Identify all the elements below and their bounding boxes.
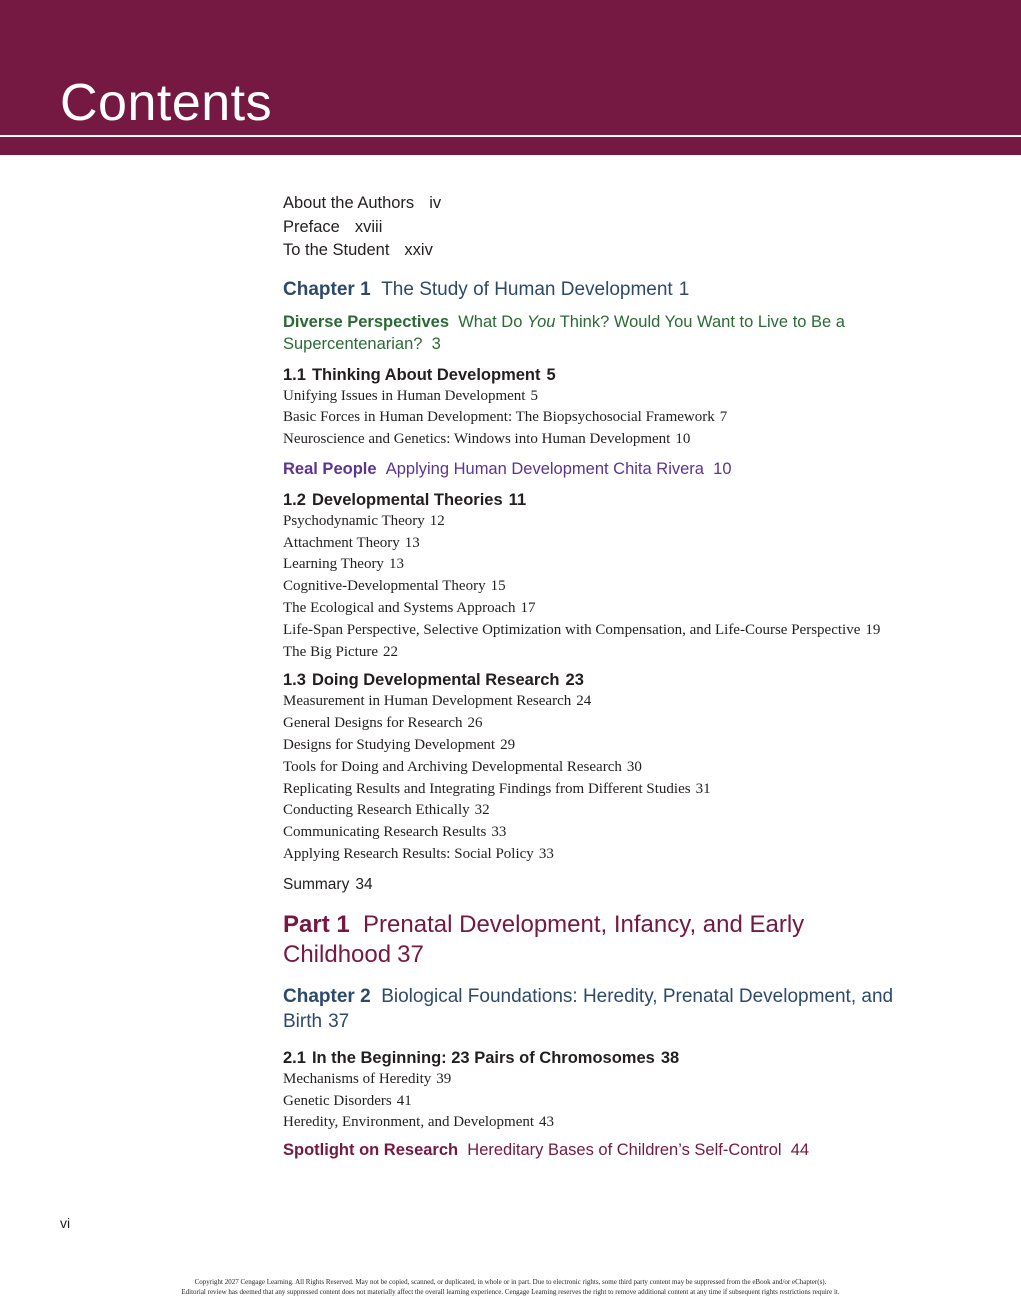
copyright-line: Copyright 2027 Cengage Learning. All Rights Reserved. May not be copied, scanned, or duplicated, in whole or in part. Due to electronic rights, some third party content may be suppressed from the eBook and/or eChapter(s). — [194, 1278, 827, 1286]
chapter-1-heading[interactable]: Chapter 1 The Study of Human Development 1 — [283, 278, 690, 300]
part-1-heading[interactable]: Part 1 Prenatal Development, Infancy, and Early Childhood 37 — [283, 910, 805, 968]
list-item[interactable]: The Ecological and Systems Approach 17 — [283, 600, 536, 617]
list-item[interactable]: Measurement in Human Development Research 24 — [283, 693, 592, 710]
toc-entry-to-the-student[interactable]: To the Student xxiv — [283, 241, 433, 259]
list-item[interactable]: Attachment Theory 13 — [283, 534, 420, 551]
list-item[interactable]: Neuroscience and Genetics: Windows into Human Development 10 — [283, 431, 691, 448]
front-matter-list — [283, 192, 908, 263]
section-2-1-items — [283, 1069, 908, 1134]
list-item[interactable]: Life-Span Perspective, Selective Optimization with Compensation, and Life-Course Perspective 19 — [283, 621, 881, 638]
section-1-2-heading[interactable]: 1.2 Developmental Theories 11 — [283, 490, 527, 509]
list-item[interactable]: Conducting Research Ethically 32 — [283, 802, 490, 819]
list-item[interactable]: Psychodynamic Theory 12 — [283, 512, 445, 529]
copyright-notice — [0, 1277, 1021, 1297]
list-item[interactable]: Genetic Disorders 41 — [283, 1092, 412, 1109]
page-title: Contents — [60, 74, 273, 132]
copyright-line: Editorial review has deemed that any suppressed content does not materially affect the overall learning experience. Cengage Learning reserves the right to remove additional content at any time if subsequent rights restrictions require it. — [181, 1288, 840, 1296]
summary-entry[interactable]: Summary 34 — [283, 875, 373, 893]
page-number: vi — [60, 1215, 71, 1231]
table-of-contents — [283, 192, 908, 1161]
list-item[interactable]: Heredity, Environment, and Development 43 — [283, 1114, 555, 1131]
list-item[interactable]: Communicating Research Results 33 — [283, 824, 507, 841]
list-item[interactable]: Tools for Doing and Archiving Developmental Research 30 — [283, 758, 642, 775]
chapter-2-heading[interactable]: Chapter 2 Biological Foundations: Heredity, Prenatal Development, and Birth 37 — [283, 985, 894, 1032]
toc-entry-about-authors[interactable]: About the Authors iv — [283, 194, 442, 212]
header-rule — [0, 135, 1021, 137]
section-1-1-items — [283, 386, 908, 451]
section-1-2-items — [283, 511, 908, 664]
section-1-3-items — [283, 691, 908, 865]
list-item[interactable]: Learning Theory 13 — [283, 556, 404, 573]
section-2-1-heading[interactable]: 2.1 In the Beginning: 23 Pairs of Chromosomes 38 — [283, 1048, 680, 1067]
list-item[interactable]: Replicating Results and Integrating Findings from Different Studies 31 — [283, 780, 711, 797]
section-1-3-heading[interactable]: 1.3 Doing Developmental Research 23 — [283, 671, 584, 690]
list-item[interactable]: Basic Forces in Human Development: The Biopsychosocial Framework 7 — [283, 409, 728, 426]
toc-entry-preface[interactable]: Preface xviii — [283, 217, 383, 236]
list-item[interactable]: General Designs for Research 26 — [283, 715, 483, 732]
list-item[interactable]: Applying Research Results: Social Policy 33 — [283, 846, 554, 863]
list-item[interactable]: Designs for Studying Development 29 — [283, 737, 516, 754]
section-1-1-heading[interactable]: 1.1 Thinking About Development 5 — [283, 365, 556, 384]
real-people-feature[interactable]: Real People Applying Human Development Chita Rivera 10 — [283, 459, 732, 478]
header-banner — [0, 0, 1021, 155]
list-item[interactable]: The Big Picture 22 — [283, 643, 398, 660]
list-item[interactable]: Unifying Issues in Human Development 5 — [283, 387, 538, 404]
diverse-perspectives-feature[interactable]: Diverse Perspectives What Do You Think? Would You Want to Live to Be a Supercentenarian? 3 — [283, 312, 845, 353]
list-item[interactable]: Mechanisms of Heredity 39 — [283, 1070, 452, 1087]
list-item[interactable]: Cognitive-Developmental Theory 15 — [283, 578, 506, 595]
spotlight-on-research-feature[interactable]: Spotlight on Research Hereditary Bases of Children’s Self-Control 44 — [283, 1141, 810, 1160]
